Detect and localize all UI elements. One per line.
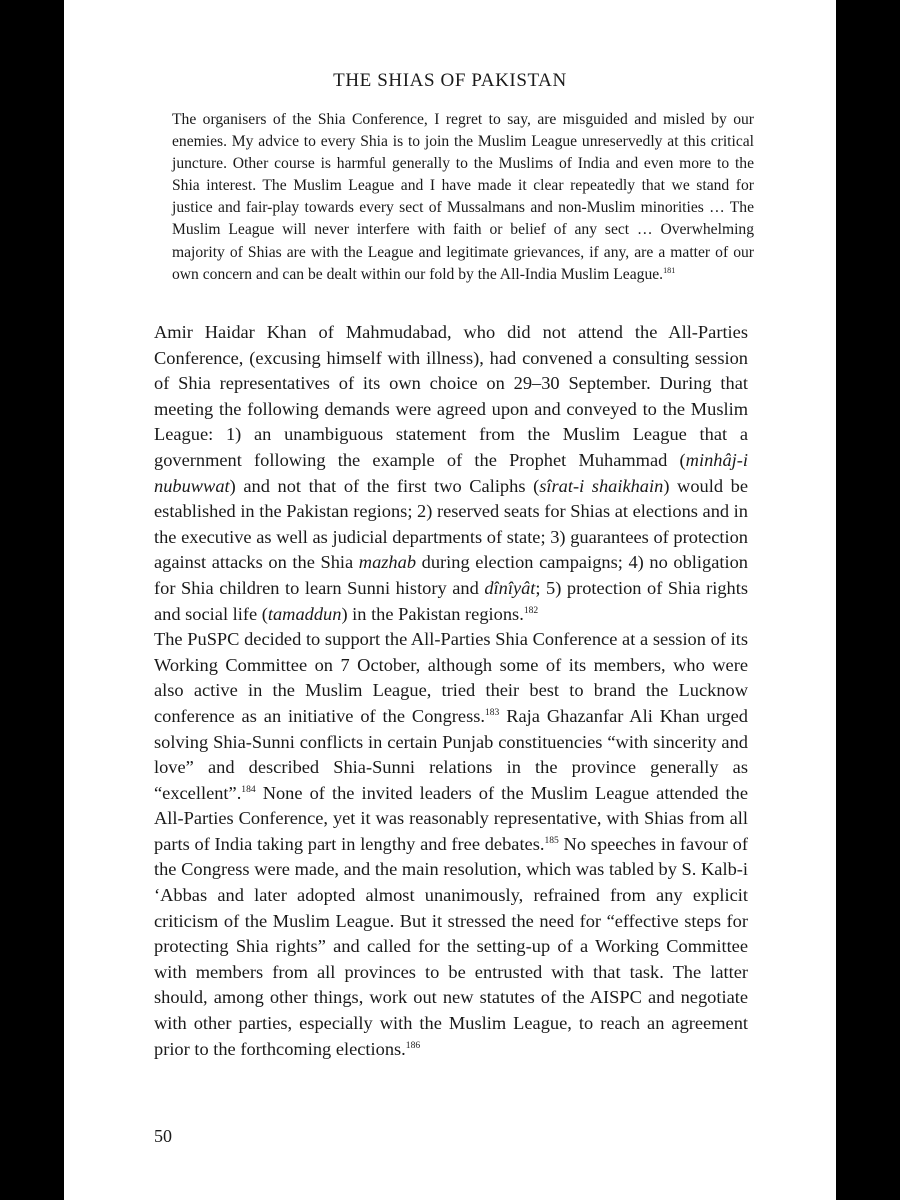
p2-text-d: No speeches in favour of the Congress were made, and the main resolution, which was tabled by S. Kalb-i ‘Abbas and later adopted almost unanimously, refrained from any explicit criticism of the Muslim League. But it stressed the need for “effective steps for protecting Shia rights” and called for the setting-up of a Working Committee with members from all provinces to be entrusted with that task. The latter should, among other things, work out new statutes of the AISPC and negotiate with other parties, especially with the Muslim League, to reach an agreement prior to the forthcoming elections.: [154, 833, 748, 1059]
page-number: 50: [154, 1126, 172, 1146]
p2-text-c: None of the invited leaders of the Muslim League attended the All-Parties Conference, yet it was reasonably representative, with Shias from all parts of India taking part in lengthy and free debates.: [154, 782, 748, 854]
p1-text-d: during election campaigns; 4) no obligation for Shia children to learn Sunni history and: [154, 552, 748, 598]
p1-text-e: ; 5) protection of Shia rights and social life (: [154, 577, 748, 624]
p2-text-b: Raja Ghazanfar Ali Khan urged solving Shia-Sunni conflicts in certain Punjab constituencies “with sincerity and love” and described Shia-Sunni relations in the province generally as “excellent”.: [154, 705, 749, 803]
term-diniyat: dînîyât: [484, 577, 536, 598]
p1-text-a: Amir Haidar Khan of Mahmudabad, who did not attend the All-Parties Conference, (excusing himself with illness), had convened a consulting session of Shia representatives of its own choice on 29–30 September. During that meeting the following demands were agreed upon and conveyed to the Muslim League: 1) an unambiguous statement from the Muslim League that a government following the example of the Prophet Muhammad (: [154, 322, 748, 470]
footnote-ref-183: 183: [485, 706, 500, 718]
paragraph-2: [154, 627, 748, 1062]
running-header: THE SHIAS OF PAKISTAN: [333, 70, 567, 91]
quote-paragraph: [172, 109, 754, 286]
footnote-ref-181: 181: [663, 265, 676, 275]
footnote-ref-186: 186: [405, 1039, 421, 1051]
p1-text-f: ) in the Pakistan regions.: [341, 603, 524, 624]
p1-text-c: ) would be established in the Pakistan regions; 2) reserved seats for Shias at elections and in the executive as well as judicial departments of state; 3) guarantees of protection against attacks on the Shia: [154, 475, 748, 573]
block-quote: [172, 109, 754, 286]
paragraph-1: [154, 320, 748, 627]
p2-text-a: The PuSPC decided to support the All-Parties Shia Conference at a session of its Working Committee on 7 October, although some of its members, who were also active in the Muslim League, tried their best to brand the Lucknow conference as an initiative of the Congress.: [154, 629, 748, 726]
footnote-ref-184: 184: [241, 783, 256, 795]
book-page: [64, 0, 836, 1200]
footnote-ref-185: 185: [544, 834, 559, 846]
footnote-ref-182: 182: [523, 604, 539, 616]
term-tamaddun: tamaddun: [267, 603, 342, 624]
p1-text-b: ) and not that of the first two Caliphs (: [229, 475, 540, 496]
term-mazhab: mazhab: [358, 552, 417, 573]
term-sirat: sîrat-i shaikhain: [539, 475, 664, 496]
quote-text: The organisers of the Shia Conference, I regret to say, are misguided and misled by our enemies. My advice to every Shia is to join the Muslim League unreservedly at this critical juncture. Other course is harmful generally to the Muslims of India and even more to the Shia interest. The Muslim League and I have made it clear repeatedly that we stand for justice and fair-play towards every sect of Mussalmans and non-Muslim minorities … The Muslim League will never interfere with faith or belief of any sect … Overwhelming majority of Shias are with the League and legitimate grievances, if any, are a matter of our own concern and can be dealt within our fold by the All-India Muslim League.: [172, 111, 754, 283]
term-minhaj: minhâj-i nubuwwat: [154, 449, 748, 496]
body-text: [154, 320, 748, 1062]
